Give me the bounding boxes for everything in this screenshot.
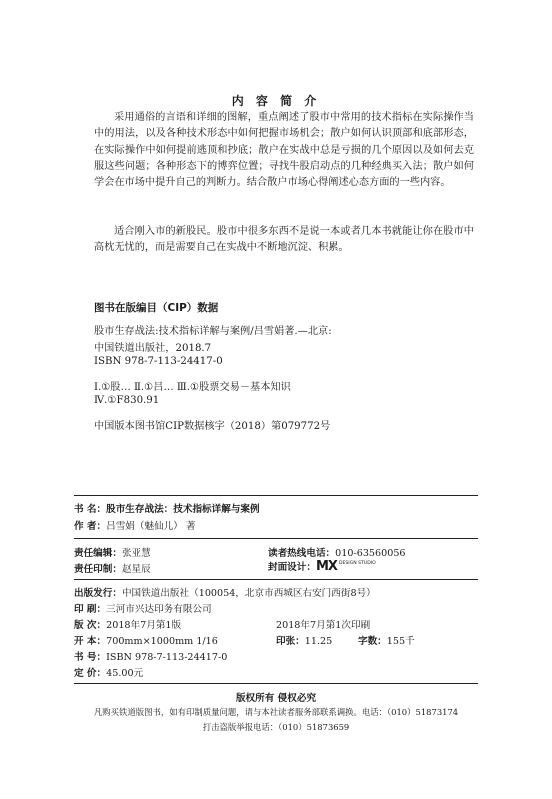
book-title-row (74, 501, 260, 515)
edition-label: 版 次： (74, 620, 107, 631)
cip-heading: 图书在版编目（CIP）数据 (94, 302, 219, 314)
mx-design-logo: MX (315, 559, 337, 574)
words-value: 155千 (386, 636, 415, 647)
cover-design-label: 封面设计： (268, 562, 316, 573)
cip-line-classification: Ⅳ.①F830.91 (94, 395, 160, 406)
print-supervisor-row (74, 561, 151, 575)
cip-line-record: 中国版本图书馆CIP数据核字（2018）第079772号 (94, 421, 331, 432)
top-divider (74, 495, 478, 496)
hotline-label: 读者热线电话： (268, 548, 336, 559)
sheets-value: 11.25 (304, 636, 333, 647)
isbn-row (74, 649, 227, 663)
rights-notice: 版权所有 侵权必究 (235, 693, 317, 704)
intro-paragraph-1: 采用通俗的言语和详细的图解，重点阐述了股市中常用的技术指标在实际操作当中的用法，以及各种技术形态中如何把握市场机会；散户如何认识顶部和底部形态，在实际操作中如何提前逃顶和抄底；散户在实战中总是亏损的几个原因以及如何去克服这些问题；各种形态下的博弈位置；寻找牛股启动点的几种经典买入法；散户如何学会在市场中提升自己的判断力。结合散户市场心得阐述心态方面的一些内容。 (94, 112, 474, 189)
book-title-label: 书 名： (74, 504, 107, 515)
cip-line-subjects: Ⅰ.①股… Ⅱ.①吕… Ⅲ.①股票交易－基本知识 (94, 382, 291, 393)
hotline-value: 010-63560056 (335, 548, 406, 559)
sheets-row (276, 633, 332, 647)
cip-line-title: 股市生存战法:技术指标详解与案例/吕雪娟著.—北京: (94, 326, 332, 337)
printer-value: 三河市兴达印务有限公司 (106, 604, 212, 615)
cip-line-publisher: 中国铁道出版社，2018.7 (94, 343, 212, 354)
publisher-value: 中国铁道出版社（100054，北京市西城区右安门西街8号） (121, 588, 376, 599)
format-row (74, 633, 218, 647)
editor-label: 责任编辑： (74, 548, 122, 559)
staff-divider (74, 538, 478, 539)
intro-title: 内 容 简 介 (231, 94, 321, 108)
isbn-value: ISBN 978-7-113-24417-0 (106, 652, 228, 663)
edition-row (74, 617, 181, 631)
price-row (74, 665, 143, 679)
sheets-label: 印张： (276, 636, 305, 647)
mx-design-logo-sub: DESIGN STUDIO (338, 561, 376, 566)
quality-notice: 凡购买铁道版图书，如有印制质量问题，请与本社读者服务部联系调换。电话：（010）51873174 (93, 707, 459, 717)
format-label: 开 本： (74, 636, 107, 647)
editor-row (74, 545, 151, 559)
words-row (358, 633, 415, 647)
footer-divider (74, 683, 478, 684)
isbn-label: 书 号： (74, 652, 107, 663)
edition-value: 2018年7月第1版 (106, 620, 182, 631)
publication-divider (74, 579, 478, 580)
words-label: 字数： (358, 636, 387, 647)
printer-label: 印 刷： (74, 604, 107, 615)
format-value: 700mm×1000mm 1/16 (106, 636, 218, 647)
book-author-value: 吕雪娟（魅仙儿） 著 (106, 521, 196, 532)
hotline-row (268, 545, 406, 559)
publisher-label: 出版发行： (74, 588, 122, 599)
printer-row (74, 601, 212, 615)
price-label: 定 价： (74, 668, 107, 679)
impression-value: 2018年7月第1次印刷 (276, 620, 371, 631)
print-supervisor-value: 赵星辰 (121, 564, 151, 575)
cip-line-isbn: ISBN 978-7-113-24417-0 (94, 356, 223, 367)
book-author-row (74, 518, 196, 532)
editor-value: 张亚慧 (121, 548, 151, 559)
cover-design-row (268, 559, 376, 574)
print-supervisor-label: 责任印制： (74, 564, 122, 575)
price-value: 45.00元 (106, 668, 144, 679)
piracy-hotline: 打击盗版举报电话：（010）51873659 (202, 722, 350, 732)
intro-paragraph-2: 适合刚入市的新股民。股市中很多东西不是说一本或者几本书就能让你在股市中高枕无忧的，而是需要自己在实战中不断地沉淀、积累。 (94, 226, 474, 254)
book-title-value: 股市生存战法：技术指标详解与案例 (106, 504, 260, 515)
publisher-row (74, 585, 376, 599)
book-author-label: 作 者： (74, 521, 107, 532)
